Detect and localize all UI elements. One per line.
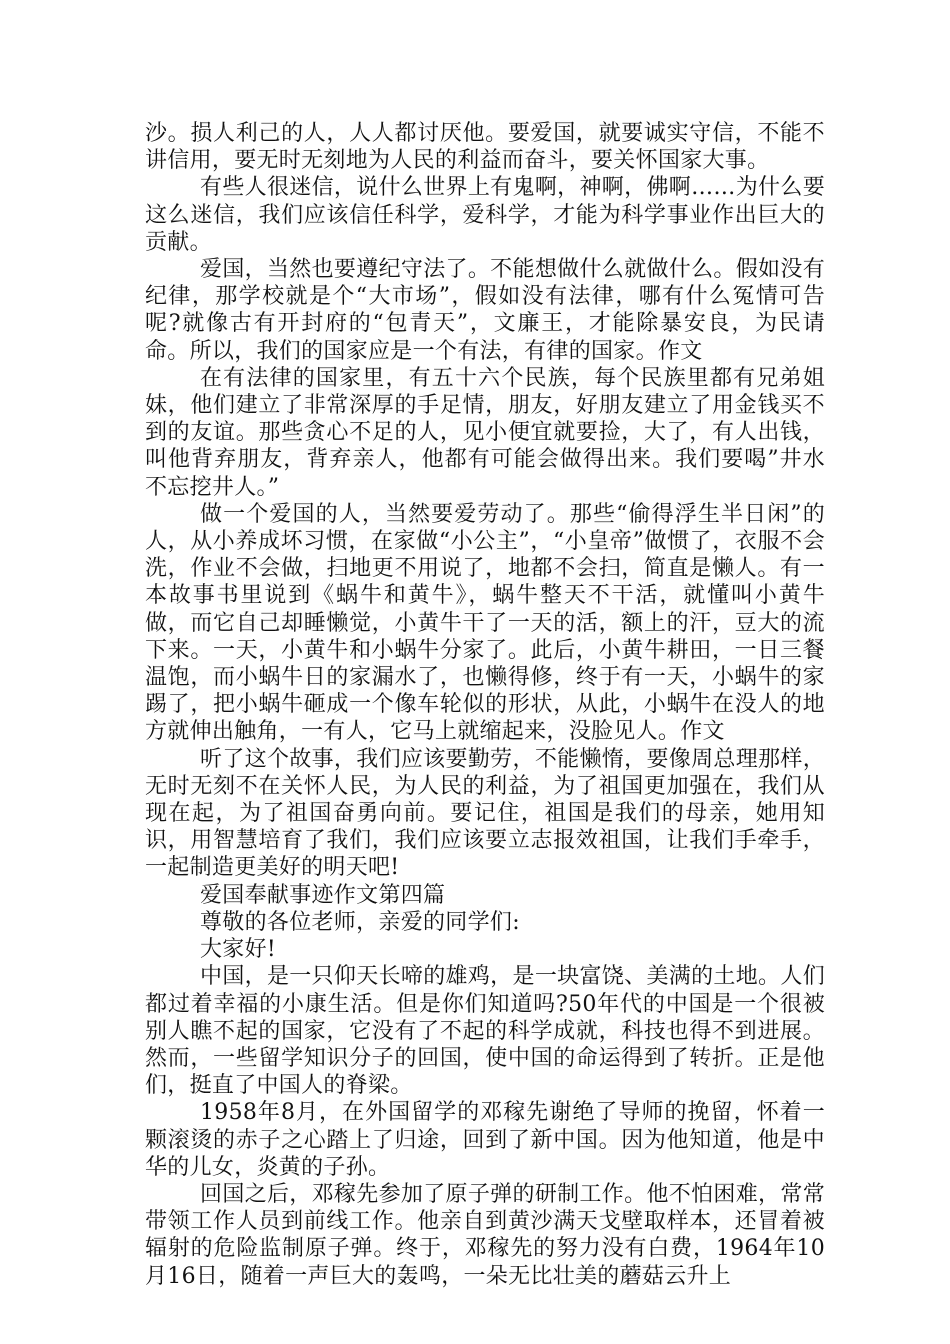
- paragraph: 1958年8月，在外国留学的邓稼先谢绝了导师的挽留，怀着一颗滚烫的赤子之心踏上了归途，回到了新中国。因为他知道，他是中华的儿女，炎黄的子孙。: [145, 1100, 825, 1180]
- section-heading: 爱国奉献事迹作文第四篇: [200, 882, 446, 908]
- salutation: 尊敬的各位老师，亲爱的同学们:: [200, 909, 520, 935]
- greeting: 大家好!: [200, 937, 277, 963]
- paragraph: 听了这个故事，我们应该要勤劳，不能懒惰，要像周总理那样，无时无刻不在关怀人民，为人民的利益，为了祖国更加强在，我们从现在起，为了祖国奋勇向前。要记住，祖国是我们的母亲，她用知识，用智慧培育了我们，我们应该要立志报效祖国，让我们手牵手，一起制造更美好的明天吧!: [145, 746, 825, 881]
- paragraph: 在有法律的国家里，有五十六个民族，每个民族里都有兄弟姐妹，他们建立了非常深厚的手足情，朋友，好朋友建立了用金钱买不到的友谊。那些贪心不足的人，见小便宜就要捡，大了，有人出钱，叫他背弃朋友，背弃亲人，他都有可能会做得出来。我们要喝”井水不忘挖井人。”: [145, 365, 825, 500]
- paragraph: 中国，是一只仰天长啼的雄鸡，是一块富饶、美满的土地。人们都过着幸福的小康生活。但是你们知道吗?50年代的中国是一个很被别人瞧不起的国家，它没有了不起的科学成就，科技也得不到进展。然而，一些留学知识分子的回国，使中国的命运得到了转折。正是他们，挺直了中国人的脊梁。: [145, 964, 825, 1099]
- paragraph: 爱国，当然也要遵纪守法了。不能想做什么就做什么。假如没有纪律，那学校就是个“大市场”，假如没有法律，哪有什么冤情可告呢?就像古有开封府的“包青天”，文廉王，才能除暴安良，为民请命。所以，我们的国家应是一个有法，有律的国家。作文: [145, 257, 825, 364]
- paragraph: 有些人很迷信，说什么世界上有鬼啊，神啊，佛啊……为什么要这么迷信，我们应该信任科学，爱科学，才能为科学事业作出巨大的贡献。: [145, 175, 825, 255]
- paragraph: 回国之后，邓稼先参加了原子弹的研制工作。他不怕困难，常常带领工作人员到前线工作。他亲自到黄沙满天戈壁取样本，还冒着被辐射的危险监制原子弹。终于，邓稼先的努力没有白费，1964年10月16日，随着一声巨大的轰鸣，一朵无比壮美的蘑菇云升上: [145, 1181, 825, 1289]
- paragraph: 沙。损人利己的人，人人都讨厌他。要爱国，就要诚实守信，不能不讲信用，要无时无刻地为人民的利益而奋斗，要关怀国家大事。: [145, 121, 825, 174]
- document-page: [145, 120, 825, 1290]
- paragraph: 做一个爱国的人，当然要爱劳动了。那些“偷得浮生半日闲”的人，从小养成坏习惯，在家做“小公主”，“小皇帝”做惯了，衣服不会洗，作业不会做，扫地更不用说了，地都不会扫，简直是懒人。有一本故事书里说到《蜗牛和黄牛》，蜗牛整天不干活，就懂叫小黄牛做，而它自己却睡懒觉，小黄牛干了一天的活，额上的汗，豆大的流下来。一天，小黄牛和小蜗牛分家了。此后，小黄牛耕田，一日三餐温饱，而小蜗牛日的家漏水了，也懒得修，终于有一天，小蜗牛的家踢了，把小蜗牛砸成一个像车轮似的形状，从此，小蜗牛在没人的地方就伸出触角，一有人，它马上就缩起来，没脸见人。作文: [145, 501, 825, 745]
